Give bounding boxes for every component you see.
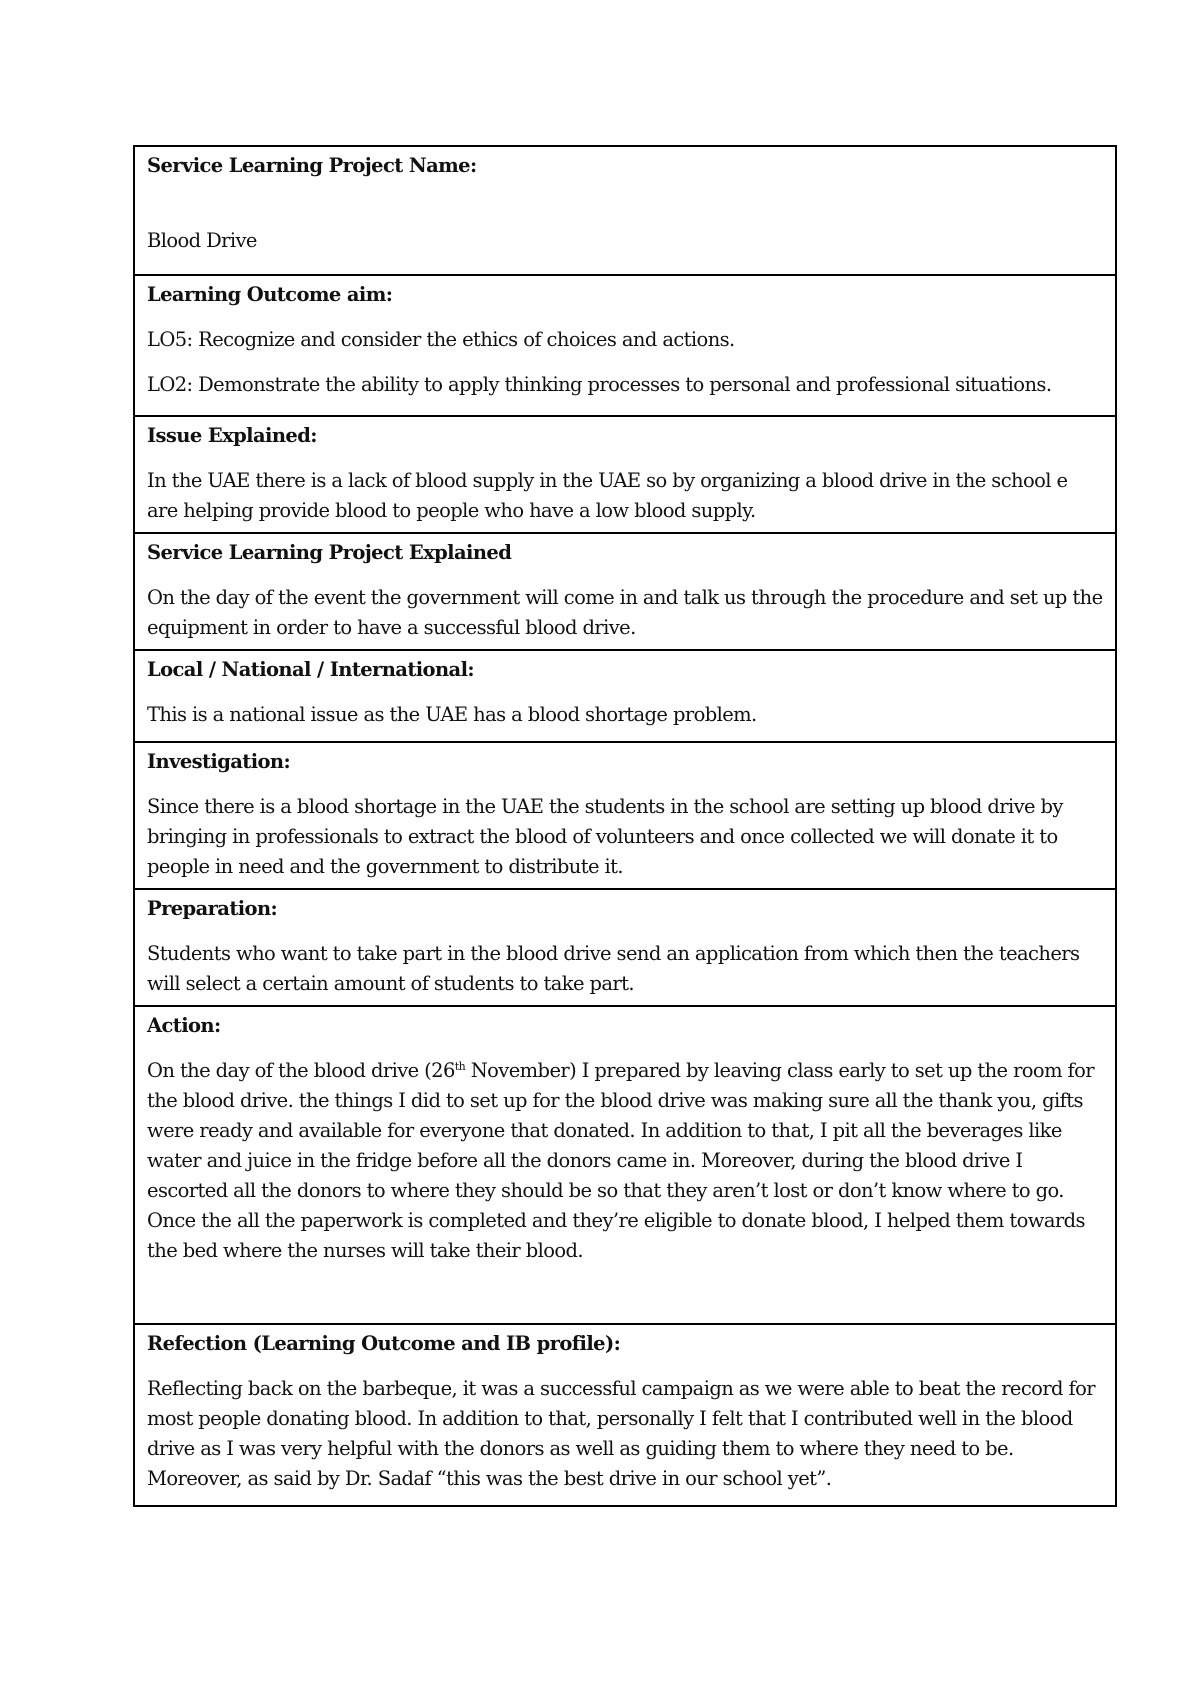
preparation-cell [134, 889, 1116, 1006]
action-cell [134, 1006, 1116, 1324]
investigation-text: Since there is a blood shortage in the UAE the students in the school are setting up blood drive by bringing in professionals to extract the blood of volunteers and once collected we will donate it to people in need and the government to distribute it. [147, 795, 1063, 878]
project-explained-heading: Service Learning Project Explained [147, 541, 512, 564]
project-name-value: Blood Drive [147, 229, 257, 252]
project-explained-row [134, 533, 1116, 650]
issue-text: In the UAE there is a lack of blood supply in the UAE so by organizing a blood drive in the school e are helping provide blood to people who have a low blood supply. [147, 469, 1068, 522]
learning-outcome-lo5: LO5: Recognize and consider the ethics of choices and actions. [147, 328, 735, 351]
preparation-heading: Preparation: [147, 897, 278, 920]
project-name-cell [134, 146, 1116, 275]
investigation-heading: Investigation: [147, 750, 291, 773]
scope-heading: Local / National / International: [147, 658, 474, 681]
action-text-rest: November) I prepared by leaving class early to set up the room for the blood drive. the things I did to set up for the blood drive was making sure all the thank you, gifts were ready and available for everyone that donated. In addition to that, I pit all the beverages like water and juice in the fridge before all the donors came in. Moreover, during the blood drive I escorted all the donors to where they should be so that they aren’t lost or don’t know where to go. Once the all the paperwork is completed and they’re eligible to donate blood, I helped them towards the bed where the nurses will take their blood. [147, 1059, 1095, 1262]
scope-text: This is a national issue as the UAE has a blood shortage problem. [147, 703, 757, 726]
issue-heading: Issue Explained: [147, 424, 317, 447]
issue-cell [134, 416, 1116, 533]
learning-outcome-lo2: LO2: Demonstrate the ability to apply thinking processes to personal and professional situations. [147, 373, 1052, 396]
project-explained-cell [134, 533, 1116, 650]
reflection-row [134, 1324, 1116, 1506]
investigation-cell [134, 742, 1116, 889]
reflection-cell [134, 1324, 1116, 1506]
action-heading: Action: [147, 1014, 221, 1037]
scope-cell [134, 650, 1116, 742]
project-explained-text: On the day of the event the government will come in and talk us through the procedure and set up the equipment in order to have a successful blood drive. [147, 586, 1103, 639]
service-learning-form [133, 145, 1117, 1507]
reflection-text: Reflecting back on the barbeque, it was a successful campaign as we were able to beat the record for most people donating blood. In addition to that, personally I felt that I contributed well in the blood drive as I was very helpful with the donors as well as guiding them to where they need to be. Moreover, as said by Dr. Sadaf “this was the best drive in our school yet”. [147, 1377, 1096, 1490]
issue-row [134, 416, 1116, 533]
preparation-text: Students who want to take part in the blood drive send an application from which then the teachers will select a certain amount of students to take part. [147, 942, 1080, 995]
learning-outcome-cell [134, 275, 1116, 416]
project-name-heading: Service Learning Project Name: [147, 154, 477, 177]
action-text [147, 1056, 1103, 1266]
action-row [134, 1006, 1116, 1324]
action-date-superscript: th [454, 1060, 466, 1073]
action-text-start: On the day of the blood drive (26 [147, 1059, 455, 1082]
preparation-row [134, 889, 1116, 1006]
learning-outcome-heading: Learning Outcome aim: [147, 283, 393, 306]
reflection-heading: Refection (Learning Outcome and IB profile): [147, 1332, 621, 1355]
learning-outcome-row [134, 275, 1116, 416]
project-name-row [134, 146, 1116, 275]
investigation-row [134, 742, 1116, 889]
scope-row [134, 650, 1116, 742]
